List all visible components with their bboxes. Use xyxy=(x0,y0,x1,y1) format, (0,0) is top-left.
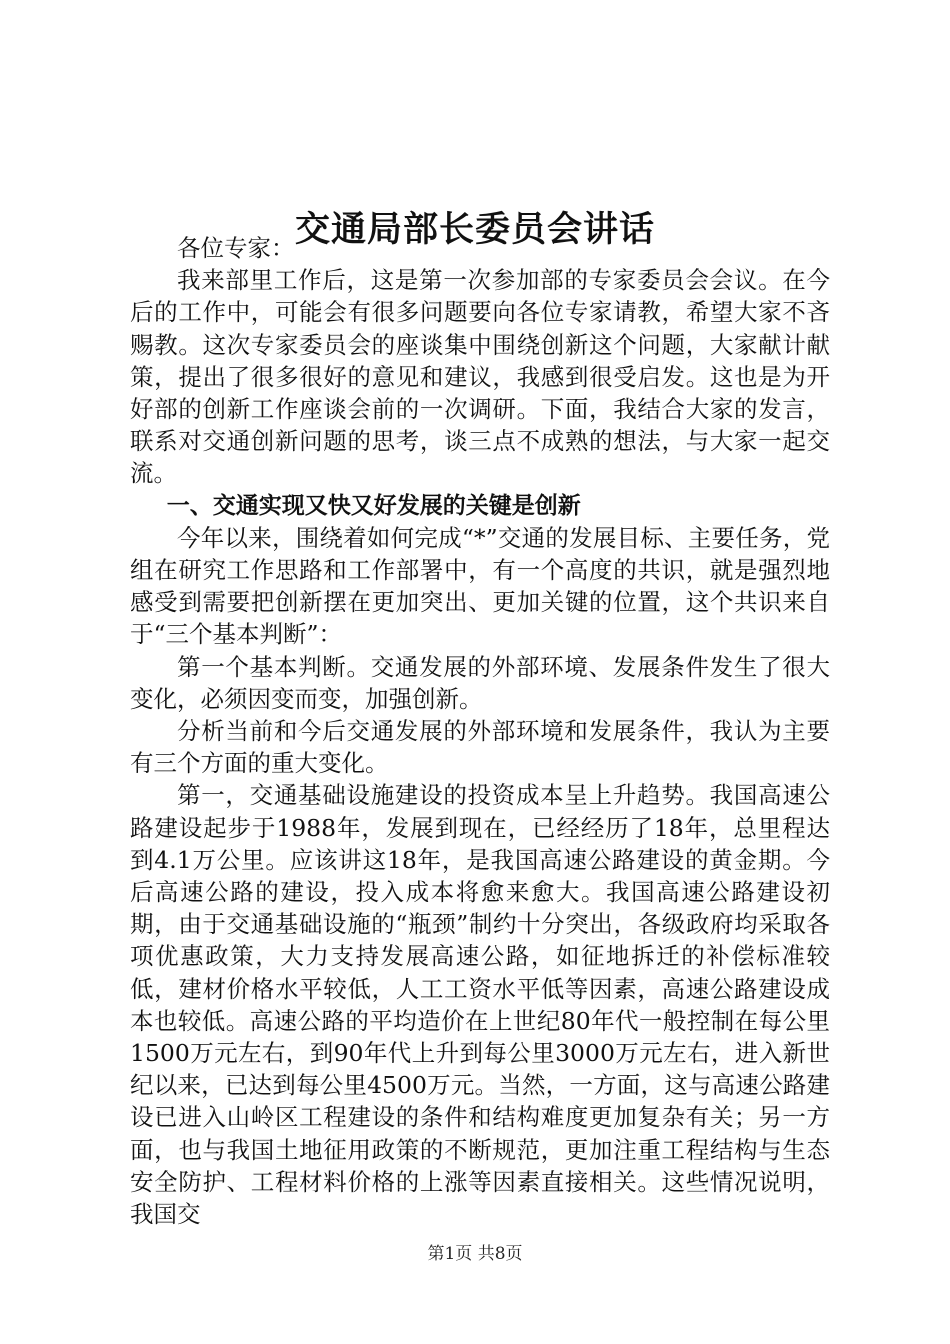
paragraph: 第一个基本判断。交通发展的外部环境、发展条件发生了很大变化，必须因变而变，加强创新。 xyxy=(130,652,830,713)
paragraph: 分析当前和今后交通发展的外部环境和发展条件，我认为主要有三个方面的重大变化。 xyxy=(130,717,830,778)
document-title: 交通局部长委员会讲话 xyxy=(294,209,655,251)
paragraph: 今年以来，围绕着如何完成“*”交通的发展目标、主要任务，党组在研究工作思路和工作部署中，有一个高度的共识，就是强烈地感受到需要把创新摆在更加突出、更加关键的位置，这个共识来自于“三个基本判断”： xyxy=(130,523,830,649)
page-number-footer: 第1页 共8页 xyxy=(427,1244,523,1264)
paragraph: 第一，交通基础设施建设的投资成本呈上升趋势。我国高速公路建设起步于1988年，发展到现在，已经经历了18年，总里程达到4.1万公里。应该讲这18年，是我国高速公路建设的黄金期。今后高速公路的建设，投入成本将愈来愈大。我国高速公路建设初期，由于交通基础设施的“瓶颈”制约十分突出，各级政府均采取各项优惠政策，大力支持发展高速公路，如征地拆迁的补偿标准较低，建材价格水平较低，人工工资水平低等因素，高速公路建设成本也较低。高速公路的平均造价在上世纪80年代一般控制在每公里1500万元左右，到90年代上升到每公里3000万元左右，进入新世纪以来，已达到每公里4500万元。当然，一方面，这与高速公路建设已进入山岭区工程建设的条件和结构难度更加复杂有关；另一方面，也与我国土地征用政策的不断规范，更加注重工程结构与生态安全防护、工程材料价格的上涨等因素直接相关。这些情况说明，我国交 xyxy=(130,781,830,1229)
section-heading: 一、交通实现又快又好发展的关键是创新 xyxy=(166,492,581,519)
paragraph-intro: 我来部里工作后，这是第一次参加部的专家委员会会议。在今后的工作中，可能会有很多问题要向各位专家请教，希望大家不吝赐教。这次专家委员会的座谈集中围绕创新这个问题，大家献计献策，提出了很多很好的意见和建议，我感到很受启发。这也是为开好部的创新工作座谈会前的一次调研。下面，我结合大家的发言，联系对交通创新问题的思考，谈三点不成熟的想法，与大家一起交流。 xyxy=(130,266,830,488)
salutation: 各位专家： xyxy=(177,234,295,262)
document-body xyxy=(130,232,830,1230)
